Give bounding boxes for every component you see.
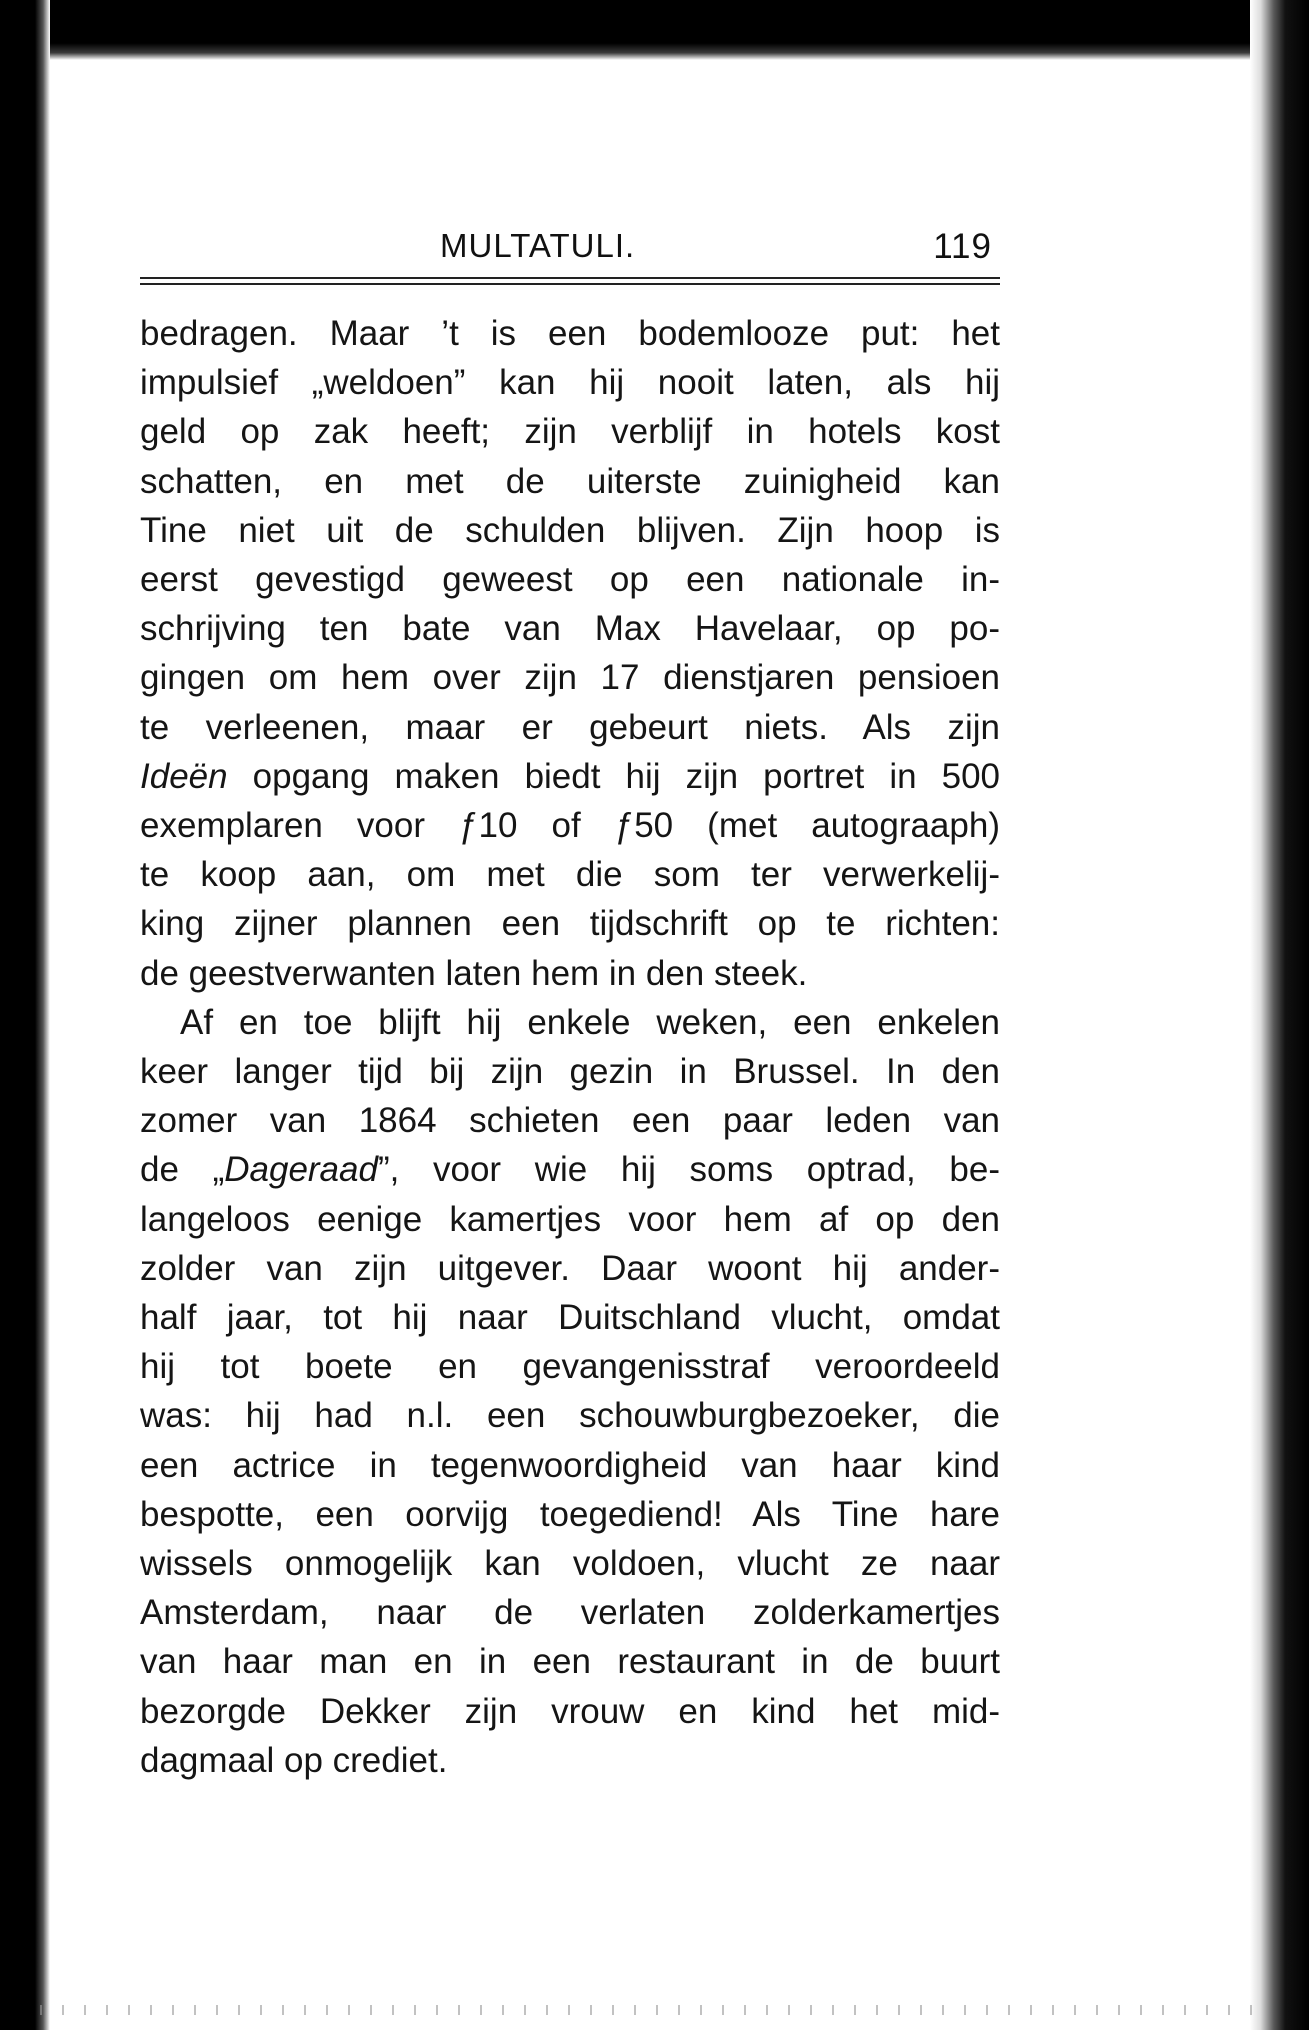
- header-double-rule: [140, 277, 1000, 285]
- scan-border-left: [0, 0, 50, 2030]
- text-line: gingen om hem over zijn 17 dienstjaren pensioen: [140, 658, 1000, 698]
- text-line: wissels onmogelijk kan voldoen, vlucht ze naar: [140, 1544, 1000, 1584]
- text-line: bezorgde Dekker zijn vrouw en kind het mid-: [140, 1691, 1000, 1731]
- text-line: de geestverwanten laten hem in den steek.: [140, 953, 808, 993]
- text-line: bespotte, een oorvijg toegediend! Als Tine hare: [140, 1494, 1000, 1534]
- book-page: [140, 215, 1000, 1785]
- text-line: zolder van zijn uitgever. Daar woont hij ander-: [140, 1248, 1000, 1288]
- page-number: 119: [933, 227, 992, 266]
- text-line: half jaar, tot hij naar Duitschland vlucht, omdat: [140, 1298, 1000, 1338]
- text-line: geld op zak heeft; zijn verblijf in hotels kost: [140, 412, 1000, 452]
- scan-bottom-speckle: [40, 2005, 1260, 2015]
- text-line: langeloos eenige kamertjes voor hem af op den: [140, 1199, 1000, 1239]
- italic-title: Dageraad: [224, 1150, 378, 1190]
- text-line: een actrice in tegenwoordigheid van haar kind: [140, 1445, 1000, 1485]
- running-head: [140, 215, 1000, 275]
- running-title: MULTATULI.: [440, 227, 636, 264]
- text-line: impulsief „weldoen” kan hij nooit laten, als hij: [140, 363, 1000, 403]
- text-line: bedragen. Maar ’t is een bodemlooze put: het: [140, 314, 1000, 353]
- text-fragment: de „: [140, 1150, 225, 1190]
- text-line: was: hij had n.l. een schouwburgbezoeker, die: [140, 1396, 1000, 1436]
- text-line: [140, 1145, 1000, 1194]
- text-line: schrijving ten bate van Max Havelaar, op po-: [140, 609, 1000, 649]
- body-text: [140, 309, 1000, 1785]
- text-line: king zijner plannen een tijdschrift op te richten:: [140, 904, 1000, 944]
- text-line: hij tot boete en gevangenisstraf veroordeeld: [140, 1347, 1000, 1387]
- text-line: exemplaren voor ƒ10 of ƒ50 (met autograaph): [140, 806, 1000, 846]
- scan-border-right: [1250, 0, 1309, 2030]
- text-line: keer langer tijd bij zijn gezin in Brussel. In den: [140, 1052, 1000, 1092]
- text-line: [140, 752, 1000, 801]
- text-line: te verleenen, maar er gebeurt niets. Als zijn: [140, 707, 1000, 747]
- scan-border-top: [0, 0, 1309, 60]
- text-fragment: opgang maken biedt hij zijn portret in 500: [227, 756, 1000, 796]
- italic-title: Ideën: [140, 756, 228, 796]
- text-line: zomer van 1864 schieten een paar leden van: [140, 1101, 1000, 1141]
- text-line: Tine niet uit de schulden blijven. Zijn hoop is: [140, 510, 1000, 550]
- text-line: van haar man en in een restaurant in de buurt: [140, 1642, 1000, 1682]
- text-line: Amsterdam, naar de verlaten zolderkamertjes: [140, 1593, 1000, 1633]
- text-line: te koop aan, om met die som ter verwerkelij-: [140, 855, 1000, 895]
- text-line: schatten, en met de uiterste zuinigheid kan: [140, 461, 1000, 501]
- text-line: dagmaal op crediet.: [140, 1740, 448, 1780]
- text-line: Af en toe blijft hij enkele weken, een enkelen: [180, 1002, 1000, 1042]
- text-fragment: ”, voor wie hij soms optrad, be-: [377, 1150, 1001, 1190]
- text-line: eerst gevestigd geweest op een nationale in-: [140, 560, 1000, 600]
